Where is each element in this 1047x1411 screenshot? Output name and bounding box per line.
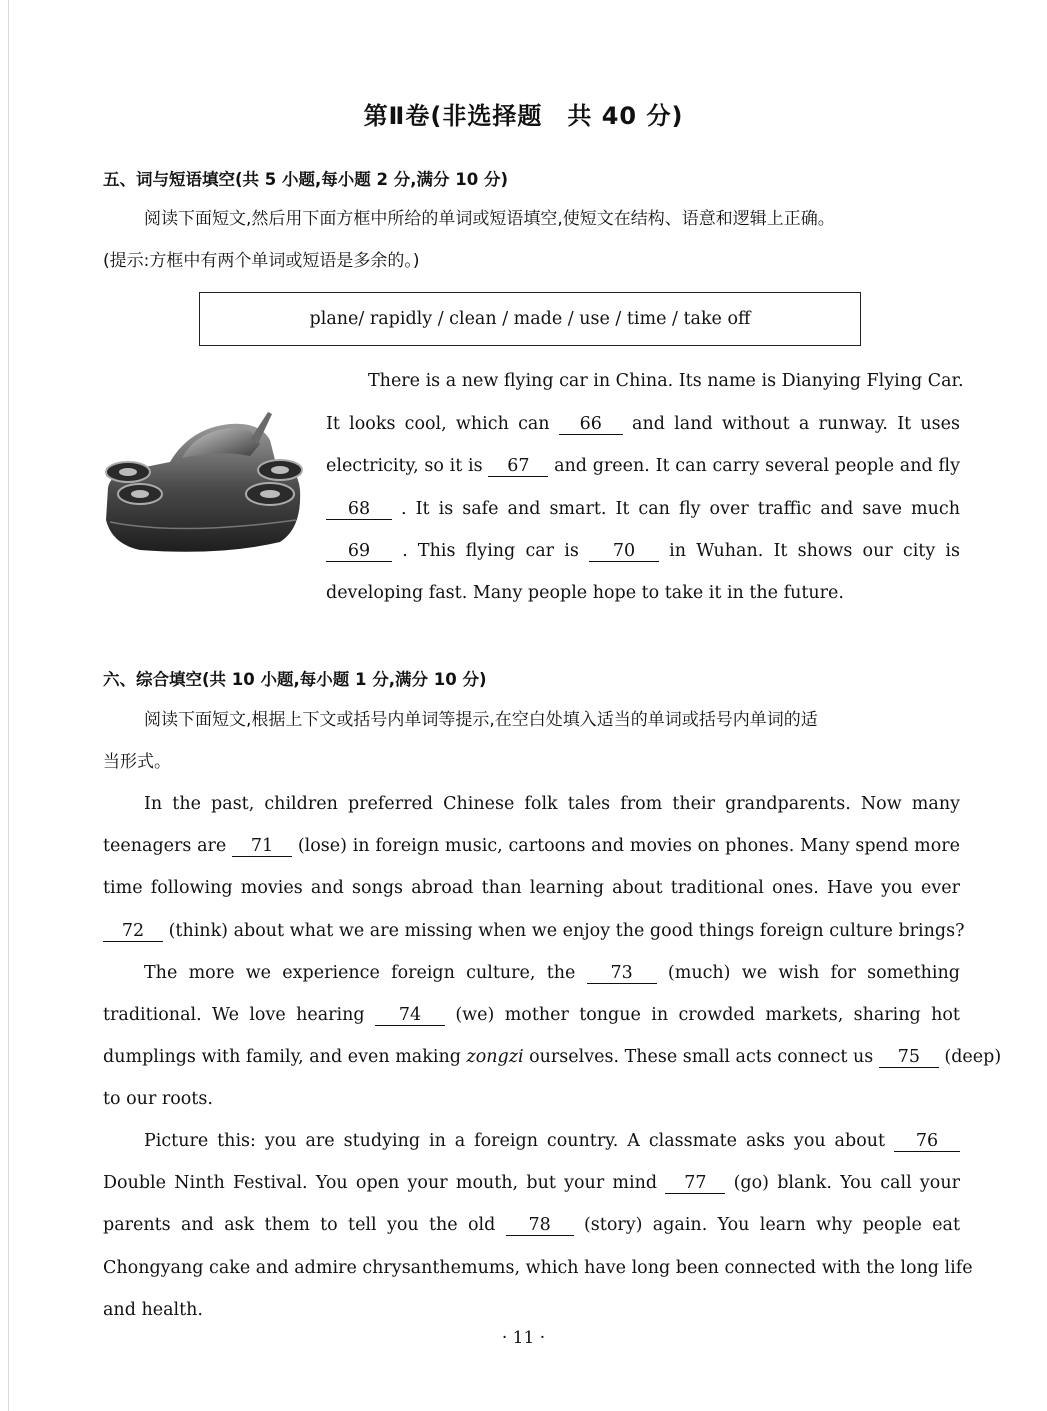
section5-heading: 五、词与短语填空(共 5 小题,每小题 2 分,满分 10 分): [103, 170, 509, 189]
s6-line-13-text: and health.: [103, 1300, 203, 1320]
section6-heading: 六、综合填空(共 10 小题,每小题 1 分,满分 10 分): [103, 670, 487, 689]
s6-line-13: [103, 1298, 203, 1322]
s6-line-1: [144, 792, 960, 816]
blank-72[interactable]: 72: [103, 921, 163, 942]
s6-line-10-pre: Double Ninth Festival. You open your mouth, but your mind: [103, 1173, 658, 1193]
s6-line-6-pre: traditional. We love hearing: [103, 1005, 365, 1025]
blank-68[interactable]: 68: [326, 499, 392, 520]
s5-line-1: [368, 369, 964, 393]
s6-line-7-post: (deep): [944, 1047, 1002, 1067]
s6-line-12-text: Chongyang cake and admire chrysanthemums, which have long been connected with the long life: [103, 1258, 973, 1278]
blank-73[interactable]: 73: [587, 963, 657, 984]
s6-line-8-text: to our roots.: [103, 1089, 213, 1109]
s6-line-1-text: In the past, children preferred Chinese folk tales from their grandparents. Now many: [144, 794, 960, 814]
s6-line-5: [144, 961, 960, 985]
blank-75[interactable]: 75: [879, 1047, 939, 1068]
section6-instruction-2: 当形式。: [103, 752, 171, 772]
s5-line-5-mid: . This flying car is: [402, 541, 579, 561]
s5-line-6-text: developing fast. Many people hope to take it in the future.: [326, 583, 844, 603]
section5-instruction-1: 阅读下面短文,然后用下面方框中所给的单词或短语填空,使短文在结构、语意和逻辑上正确。: [144, 209, 835, 229]
s5-line-3-pre: electricity, so it is: [326, 456, 483, 476]
blank-69[interactable]: 69: [326, 541, 392, 562]
blank-71[interactable]: 71: [232, 836, 292, 857]
s5-line-5-post: in Wuhan. It shows our city is: [669, 541, 960, 561]
s5-line-4-post: . It is safe and smart. It can fly over traffic and save much: [401, 499, 960, 519]
s6-line-7: [103, 1045, 1002, 1069]
s6-line-5-post: (much) we wish for something: [667, 963, 960, 983]
page-edge: [8, 0, 9, 1411]
s5-line-4: [326, 497, 960, 521]
blank-78[interactable]: 78: [506, 1215, 574, 1236]
page-title: 第Ⅱ卷(非选择题 共 40 分): [363, 102, 684, 130]
s6-line-10: [103, 1171, 960, 1195]
s6-line-9: [144, 1129, 960, 1153]
section6-instruction-1: 阅读下面短文,根据上下文或括号内单词等提示,在空白处填入适当的单词或括号内单词的适: [144, 710, 818, 730]
s6-line-6: [103, 1003, 960, 1027]
flying-car-image: [100, 410, 305, 560]
s6-line-4: [103, 919, 965, 943]
s6-line-8: [103, 1087, 213, 1111]
s6-line-7-mid: ourselves. These small acts connect us: [529, 1047, 874, 1067]
blank-74[interactable]: 74: [375, 1005, 445, 1026]
s6-line-10-post: (go) blank. You call your: [733, 1173, 960, 1193]
s5-line-3: [326, 454, 960, 478]
blank-67[interactable]: 67: [488, 456, 548, 477]
s6-line-2-post: (lose) in foreign music, cartoons and movies on phones. Many spend more: [297, 836, 960, 856]
s6-line-11: [103, 1213, 960, 1237]
s5-line-2-post: and land without a runway. It uses: [632, 414, 960, 434]
page-number: · 11 ·: [501, 1328, 546, 1348]
s6-line-2-pre: teenagers are: [103, 836, 227, 856]
word-box-text: plane/ rapidly / clean / made / use / time / take off: [309, 309, 751, 329]
s6-line-4-post: (think) about what we are missing when we enjoy the good things foreign culture brings?: [168, 921, 965, 941]
s6-line-12: [103, 1256, 973, 1280]
blank-70[interactable]: 70: [589, 541, 659, 562]
s6-line-3: [103, 876, 960, 900]
s5-line-6: [326, 581, 844, 605]
s6-line-5-pre: The more we experience foreign culture, the: [144, 963, 576, 983]
s6-line-3-text: time following movies and songs abroad than learning about traditional ones. Have you ever: [103, 878, 960, 898]
s6-line-7-pre: dumplings with family, and even making: [103, 1047, 461, 1067]
s6-line-11-post: (story) again. You learn why people eat: [583, 1215, 960, 1235]
section5-instruction-2: (提示:方框中有两个单词或短语是多余的。): [103, 251, 420, 271]
s6-line-6-post: (we) mother tongue in crowded markets, sharing hot: [455, 1005, 960, 1025]
s5-line-3-post: and green. It can carry several people and fly: [554, 456, 960, 476]
s6-line-11-pre: parents and ask them to tell you the old: [103, 1215, 496, 1235]
s5-line-2: [326, 412, 960, 436]
s5-line-2-pre: It looks cool, which can: [326, 414, 550, 434]
s6-line-9-pre: Picture this: you are studying in a foreign country. A classmate asks you about: [144, 1131, 886, 1151]
blank-77[interactable]: 77: [665, 1173, 725, 1194]
s6-line-7-italic: zongzi: [466, 1047, 524, 1067]
s5-line-5: [326, 539, 960, 563]
blank-76[interactable]: 76: [894, 1131, 960, 1152]
word-box: [199, 292, 861, 346]
s6-line-2: [103, 834, 960, 858]
s5-line-1-text: There is a new flying car in China. Its name is Dianying Flying Car.: [368, 371, 964, 391]
blank-66[interactable]: 66: [559, 414, 623, 435]
